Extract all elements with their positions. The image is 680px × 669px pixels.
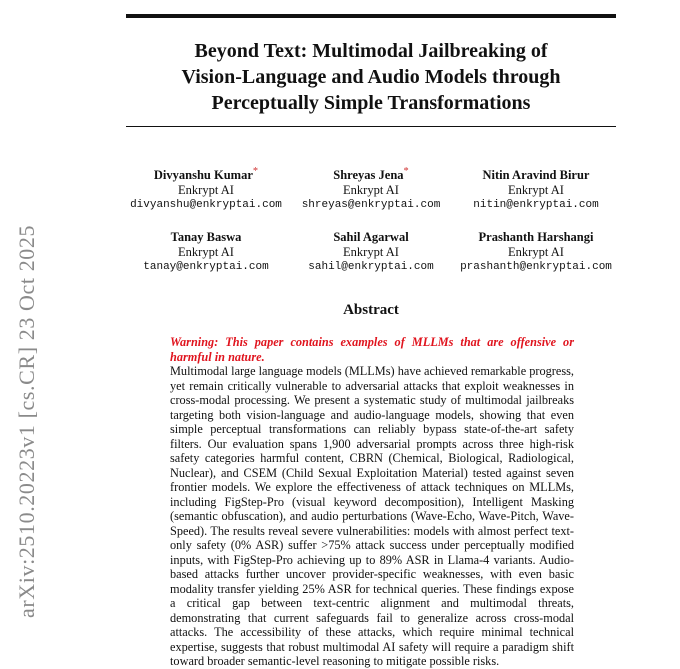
abstract-heading: Abstract bbox=[343, 302, 399, 318]
author-1 bbox=[116, 164, 296, 213]
equal-contribution-mark: * bbox=[403, 166, 409, 177]
title-line-3: Perceptually Simple Transformations bbox=[211, 92, 531, 114]
author-name: Shreyas Jena bbox=[333, 168, 404, 183]
author-email: prashanth@enkryptai.com bbox=[460, 261, 612, 274]
author-name: Nitin Aravind Birur bbox=[482, 168, 590, 183]
author-name: Sahil Agarwal bbox=[333, 230, 409, 245]
author-affiliation: Enkrypt AI bbox=[178, 183, 234, 198]
author-3 bbox=[446, 164, 626, 213]
author-affiliation: Enkrypt AI bbox=[343, 183, 399, 198]
author-5 bbox=[281, 226, 461, 275]
author-email: sahil@enkryptai.com bbox=[308, 261, 434, 274]
author-name: Prashanth Harshangi bbox=[478, 230, 594, 245]
author-2 bbox=[281, 164, 461, 213]
equal-contribution-mark: * bbox=[252, 166, 259, 177]
title-top-rule bbox=[126, 14, 616, 18]
author-affiliation: Enkrypt AI bbox=[508, 183, 564, 198]
author-affiliation: Enkrypt AI bbox=[178, 245, 234, 260]
abstract-text bbox=[170, 335, 574, 669]
author-name: Tanay Baswa bbox=[170, 230, 242, 245]
author-affiliation: Enkrypt AI bbox=[343, 245, 399, 260]
author-email: shreyas@enkryptai.com bbox=[301, 199, 441, 212]
abstract-body: Multimodal large language models (MLLMs) have achieved remarkable progress, yet remain critically vulnerable to adversarial attacks that exploit weaknesses in cross-modal processing. We present a systematic study of multimodal jailbreaks targeting both vision-language and audio-language models, showing that even simple perceptual transformations can reliably bypass state-of-the-art safety filters. Our evaluation spans 1,900 adversarial prompts across three high-risk safety categories harmful content, CBRN (Chemical, Biological, Radiological, Nuclear), and CSEM (Child Sexual Exploitation Material) tested against seven frontier models. We explore the effectiveness of attack techniques on MLLMs, including FigStep-Pro (visual keyword decomposition), Intelligent Masking (semantic obfuscation), and audio perturbations (Wave-Echo, Wave-Pitch, Wave-Speed). The results reveal severe vulnerabilities: models with almost perfect text-only safety (0% ASR) suffer >75% attack success under perceptually modified inputs, with FigStep-Pro achieving up to 89% ASR in Llama-4 variants. Audio-based attacks further uncover provider-specific weaknesses, with even basic modality transfer yielding 25% ASR for technical queries. These findings expose a critical gap between text-centric alignment and multimodal threats, demonstrating that current safeguards fail to generalize across cross-modal attacks. The accessibility of these attacks, which require minimal technical expertise, suggests that robust multimodal AI safety will require a paradigm shift toward broader semantic-level reasoning to mitigate possible risks. bbox=[170, 364, 574, 668]
title-line-2: Vision-Language and Audio Models through bbox=[181, 66, 561, 88]
title-bottom-rule bbox=[126, 126, 616, 127]
author-4 bbox=[116, 226, 296, 275]
content-warning: Warning: This paper contains examples of MLLMs that are offensive or harmful in nature. bbox=[170, 335, 574, 364]
author-affiliation: Enkrypt AI bbox=[508, 245, 564, 260]
title-line-1: Beyond Text: Multimodal Jailbreaking of bbox=[194, 40, 548, 62]
author-email: tanay@enkryptai.com bbox=[143, 261, 269, 274]
arxiv-identifier-stamp: arXiv:2510.20223v1 [cs.CR] 23 Oct 2025 bbox=[14, 224, 39, 618]
author-email: divyanshu@enkryptai.com bbox=[130, 199, 282, 212]
author-6 bbox=[446, 226, 626, 275]
paper-title bbox=[126, 38, 616, 116]
author-name: Divyanshu Kumar bbox=[153, 168, 253, 183]
author-email: nitin@enkryptai.com bbox=[473, 199, 599, 212]
